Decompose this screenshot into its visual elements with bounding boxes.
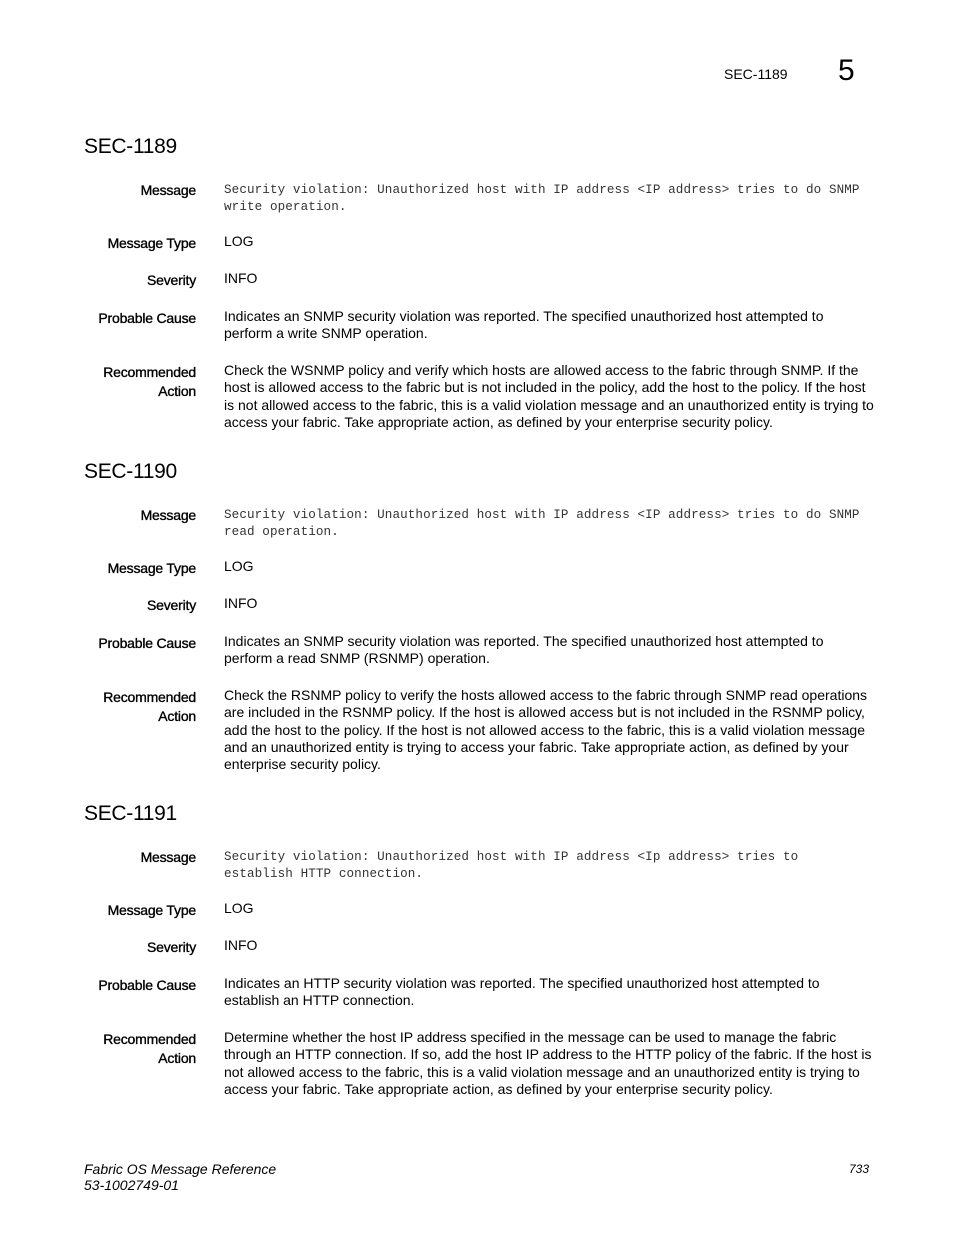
severity-value: INFO [224, 595, 258, 611]
message-text: Security violation: Unauthorized host with IP address <IP address> tries to do SNMP read operation. [224, 508, 860, 539]
field-label-probable-cause: Probable Cause [98, 977, 196, 993]
label-line-2: Action [158, 383, 196, 399]
field-label-message: Message [140, 182, 196, 198]
probable-cause-text: Indicates an SNMP security violation was reported. The specified unauthorized host attempted to perform a write SNMP operation. [224, 308, 824, 342]
field-label-severity: Severity [147, 272, 196, 288]
label-line-2: Action [158, 1050, 196, 1066]
probable-cause-text: Indicates an SNMP security violation was reported. The specified unauthorized host attempted to perform a read SNMP (RSNMP) operation. [224, 633, 824, 667]
field-label-message: Message [140, 507, 196, 523]
field-label-recommended-action [46, 363, 196, 401]
field-label-message-type: Message Type [107, 235, 196, 251]
field-label-probable-cause: Probable Cause [98, 310, 196, 326]
recommended-action-text: Check the WSNMP policy and verify which hosts are allowed access to the fabric through SNMP. If the host is allowed access to the fabric but is not included in the policy, add the host to the policy. If the host is not allowed access to the fabric, this is a valid violation message and an unauthorized entity is trying to access your fabric. Take appropriate action, as defined by your enterprise security policy. [224, 362, 874, 430]
severity-value: INFO [224, 270, 258, 286]
message-text: Security violation: Unauthorized host with IP address <IP address> tries to do SNMP write operation. [224, 183, 860, 214]
field-label-severity: Severity [147, 939, 196, 955]
message-type-value: LOG [224, 558, 254, 574]
message-type-value: LOG [224, 900, 254, 916]
field-label-recommended-action [46, 688, 196, 726]
section-title: SEC-1189 [84, 135, 177, 158]
label-line-1: Recommended [103, 364, 196, 380]
running-header-label: SEC-1189 [724, 66, 788, 82]
message-text: Security violation: Unauthorized host with IP address <Ip address> tries to establish HTTP connection. [224, 850, 799, 881]
severity-value: INFO [224, 937, 258, 953]
chapter-number: 5 [838, 54, 855, 87]
label-line-1: Recommended [103, 1031, 196, 1047]
field-label-message: Message [140, 849, 196, 865]
label-line-2: Action [158, 708, 196, 724]
recommended-action-text: Determine whether the host IP address specified in the message can be used to manage the fabric through an HTTP connection. If so, add the host IP address to the HTTP policy of the fabric. If the host is not allowed access to the fabric, this is a valid violation message and an unauthorized entity is trying to access your fabric. Take appropriate action, as defined by your enterprise security policy. [224, 1029, 872, 1097]
footer-page-number: 733 [849, 1162, 870, 1176]
footer-document-number: 53-1002749-01 [84, 1177, 179, 1193]
label-line-1: Recommended [103, 689, 196, 705]
section-title: SEC-1190 [84, 460, 177, 483]
field-label-message-type: Message Type [107, 560, 196, 576]
footer-document-title: Fabric OS Message Reference [84, 1161, 277, 1177]
probable-cause-text: Indicates an HTTP security violation was reported. The specified unauthorized host attempted to establish an HTTP connection. [224, 975, 820, 1009]
field-label-message-type: Message Type [107, 902, 196, 918]
recommended-action-text: Check the RSNMP policy to verify the hosts allowed access to the fabric through SNMP read operations are included in the RSNMP policy. If the host is allowed access but is not included in the RSNMP policy, add the host to the policy. If the host is not allowed access to the fabric, this is a valid violation message and an unauthorized entity is trying to access your fabric. Take appropriate action, as defined by your enterprise security policy. [224, 687, 868, 773]
field-label-probable-cause: Probable Cause [98, 635, 196, 651]
field-label-severity: Severity [147, 597, 196, 613]
section-title: SEC-1191 [84, 802, 177, 825]
field-label-recommended-action [46, 1030, 196, 1068]
message-type-value: LOG [224, 233, 254, 249]
